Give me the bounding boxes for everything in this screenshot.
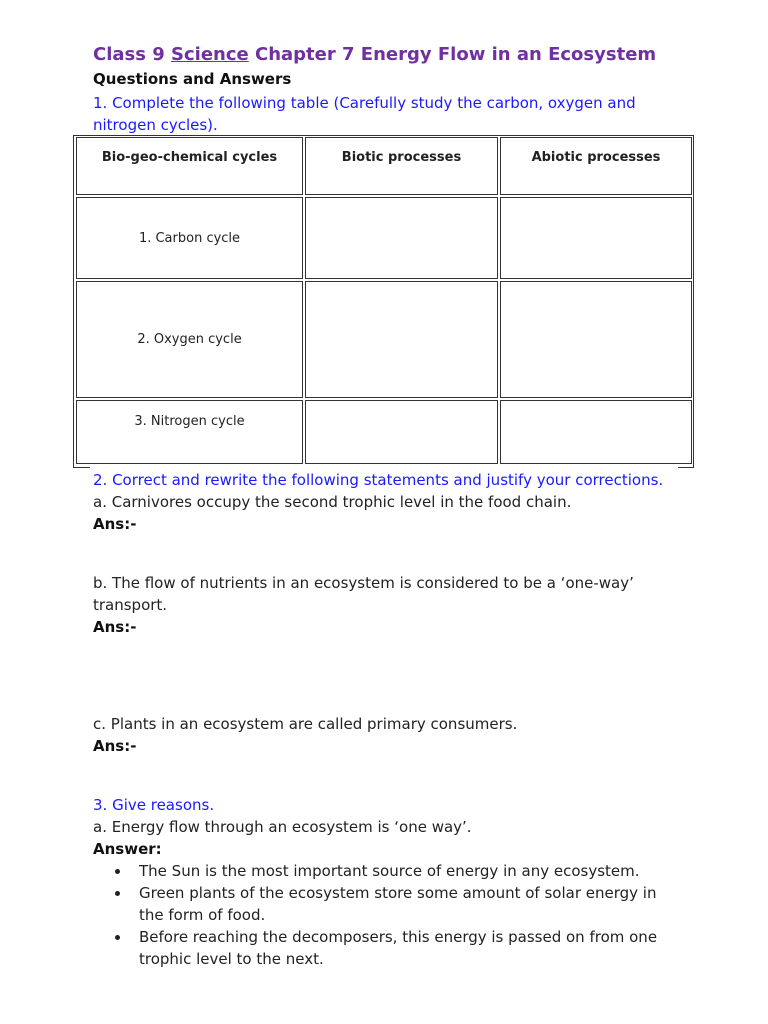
answer-bullet-list bbox=[93, 860, 683, 970]
bullet-text: Green plants of the ecosystem store some amount of solar energy in the form of food. bbox=[139, 884, 657, 924]
table-cell-nitrogen-abiotic bbox=[500, 400, 692, 464]
bullet-text: The Sun is the most important source of energy in any ecosystem. bbox=[139, 862, 640, 880]
bullet-icon bbox=[115, 891, 120, 896]
list-item bbox=[93, 926, 683, 970]
answer-label-3a: Answer: bbox=[93, 840, 162, 858]
table-header-biotic: Biotic processes bbox=[305, 137, 498, 195]
table-cell-carbon-cycle: 1. Carbon cycle bbox=[76, 197, 303, 279]
list-item bbox=[93, 882, 683, 926]
question-3a: a. Energy flow through an ecosystem is ‘one way’. bbox=[93, 818, 472, 836]
title-prefix: Class 9 bbox=[93, 44, 172, 65]
question-2a: a. Carnivores occupy the second trophic level in the food chain. bbox=[93, 493, 572, 511]
table-cell-oxygen-abiotic bbox=[500, 281, 692, 398]
table-cell-carbon-abiotic bbox=[500, 197, 692, 279]
table-header-cycles: Bio-geo-chemical cycles bbox=[76, 137, 303, 195]
question-3: 3. Give reasons. bbox=[93, 796, 215, 814]
table-cell-nitrogen-biotic bbox=[305, 400, 498, 464]
answer-label-2c: Ans:- bbox=[93, 737, 137, 755]
answer-label-2b: Ans:- bbox=[93, 618, 137, 636]
bullet-icon bbox=[115, 869, 120, 874]
table-cell-oxygen-cycle: 2. Oxygen cycle bbox=[76, 281, 303, 398]
table-header-abiotic: Abiotic processes bbox=[500, 137, 692, 195]
question-2b: b. The flow of nutrients in an ecosystem is considered to be a ‘one-way’ transport. bbox=[93, 574, 634, 614]
table-cell-oxygen-biotic bbox=[305, 281, 498, 398]
table-cell-nitrogen-cycle: 3. Nitrogen cycle bbox=[76, 400, 303, 464]
bullet-icon bbox=[115, 935, 120, 940]
page-title bbox=[93, 44, 656, 65]
question-2c: c. Plants in an ecosystem are called primary consumers. bbox=[93, 715, 518, 733]
bullet-text: Before reaching the decomposers, this energy is passed on from one trophic level to the next. bbox=[139, 928, 658, 968]
answer-label-2a: Ans:- bbox=[93, 515, 137, 533]
section-subheading: Questions and Answers bbox=[93, 70, 292, 88]
table-cell-carbon-biotic bbox=[305, 197, 498, 279]
science-link[interactable]: Science bbox=[171, 44, 249, 65]
title-suffix: Chapter 7 Energy Flow in an Ecosystem bbox=[248, 44, 657, 65]
list-item bbox=[93, 860, 683, 882]
question-1: 1. Complete the following table (Carefully study the carbon, oxygen and nitrogen cycles). bbox=[93, 94, 636, 134]
question-2: 2. Correct and rewrite the following statements and justify your corrections. bbox=[93, 471, 664, 489]
